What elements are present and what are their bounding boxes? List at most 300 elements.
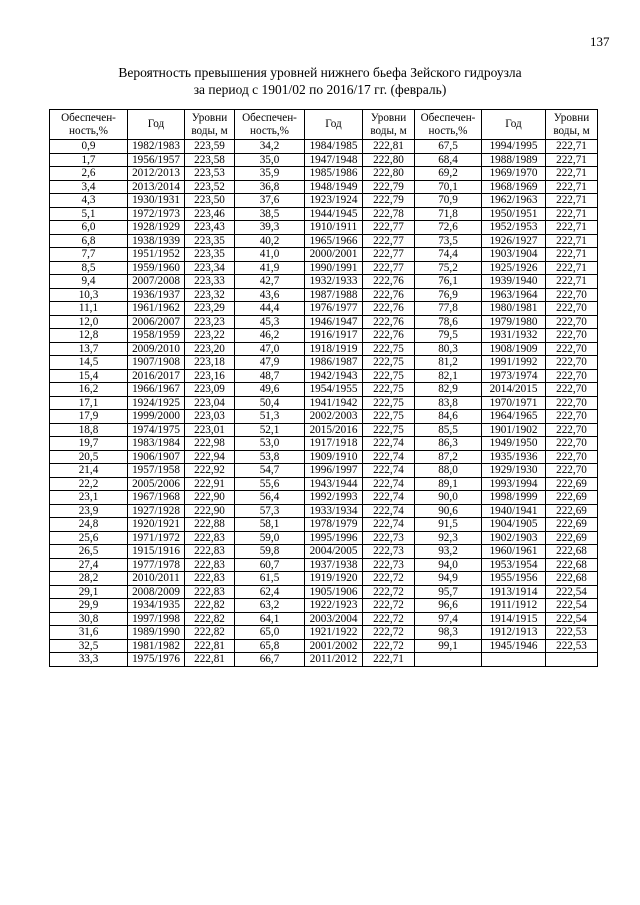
cell-level-2: 222,74 [363,477,415,491]
cell-year-2: 2000/2001 [305,248,363,262]
cell-level-2: 222,80 [363,167,415,181]
cell-year-1: 1938/1939 [128,234,185,248]
cell-prob-3: 68,4 [415,153,482,167]
table-row [50,221,598,235]
cell-prob-2: 64,1 [235,612,305,626]
cell-prob-2: 59,0 [235,531,305,545]
cell-level-1: 223,32 [185,288,235,302]
cell-prob-2: 59,8 [235,545,305,559]
cell-prob-2: 46,2 [235,329,305,343]
cell-prob-1: 23,9 [50,504,128,518]
cell-level-3: 222,71 [546,275,598,289]
cell-level-1: 223,35 [185,234,235,248]
cell-prob-1: 26,5 [50,545,128,559]
cell-year-2: 1918/1919 [305,342,363,356]
cell-year-3: 1991/1992 [482,356,546,370]
cell-level-1: 222,83 [185,531,235,545]
cell-prob-2: 39,3 [235,221,305,235]
cell-year-3: 1902/1903 [482,531,546,545]
cell-level-1: 223,35 [185,248,235,262]
table-row [50,356,598,370]
cell-year-3: 1963/1964 [482,288,546,302]
cell-year-2: 1985/1986 [305,167,363,181]
cell-prob-2: 35,9 [235,167,305,181]
table-row [50,315,598,329]
cell-prob-1: 3,4 [50,180,128,194]
cell-prob-1: 20,5 [50,450,128,464]
cell-prob-3: 89,1 [415,477,482,491]
cell-level-1: 222,82 [185,599,235,613]
cell-level-3: 222,70 [546,342,598,356]
cell-year-2: 1947/1948 [305,153,363,167]
cell-year-2: 1919/1920 [305,572,363,586]
cell-level-3: 222,70 [546,396,598,410]
cell-level-1: 222,92 [185,464,235,478]
cell-year-2: 1996/1997 [305,464,363,478]
cell-year-3: 1935/1936 [482,450,546,464]
cell-prob-3: 87,2 [415,450,482,464]
cell-level-2: 222,74 [363,491,415,505]
cell-prob-3: 91,5 [415,518,482,532]
cell-level-1: 222,94 [185,450,235,464]
cell-prob-1: 19,7 [50,437,128,451]
cell-level-1: 222,83 [185,585,235,599]
cell-prob-2: 45,3 [235,315,305,329]
cell-prob-3: 97,4 [415,612,482,626]
cell-year-2: 1933/1934 [305,504,363,518]
cell-prob-3: 72,6 [415,221,482,235]
cell-level-1: 223,23 [185,315,235,329]
cell-level-2: 222,81 [363,140,415,154]
cell-prob-1: 4,3 [50,194,128,208]
cell-prob-3: 76,9 [415,288,482,302]
cell-year-2: 1937/1938 [305,558,363,572]
cell-level-3: 222,70 [546,288,598,302]
cell-year-1: 1957/1958 [128,464,185,478]
cell-level-2: 222,74 [363,518,415,532]
cell-prob-1: 33,3 [50,653,128,667]
header-year-1: Год [128,110,185,140]
cell-level-2: 222,74 [363,464,415,478]
cell-prob-2: 55,6 [235,477,305,491]
cell-year-1: 2007/2008 [128,275,185,289]
cell-prob-2: 56,4 [235,491,305,505]
cell-level-3: 222,71 [546,140,598,154]
cell-year-1: 1997/1998 [128,612,185,626]
cell-prob-2: 58,1 [235,518,305,532]
cell-level-3: 222,71 [546,221,598,235]
cell-prob-1: 8,5 [50,261,128,275]
cell-level-2: 222,80 [363,153,415,167]
cell-year-1: 1975/1976 [128,653,185,667]
cell-level-1: 222,83 [185,545,235,559]
cell-prob-3: 83,8 [415,396,482,410]
cell-prob-1: 7,7 [50,248,128,262]
cell-year-1: 1958/1959 [128,329,185,343]
cell-level-1: 222,90 [185,491,235,505]
cell-prob-1: 12,8 [50,329,128,343]
cell-year-1: 1982/1983 [128,140,185,154]
cell-year-3: 1953/1954 [482,558,546,572]
cell-level-1: 223,33 [185,275,235,289]
cell-level-2: 222,75 [363,410,415,424]
cell-prob-1: 23,1 [50,491,128,505]
cell-prob-3: 88,0 [415,464,482,478]
table-row [50,491,598,505]
cell-year-3: 1931/1932 [482,329,546,343]
cell-prob-3: 69,2 [415,167,482,181]
cell-level-3: 222,70 [546,383,598,397]
cell-level-2: 222,73 [363,531,415,545]
title-line-1: Вероятность превышения уровней нижнего бьефа Зейского гидроузла [118,65,522,80]
table-row [50,545,598,559]
cell-prob-2: 50,4 [235,396,305,410]
cell-level-2: 222,76 [363,302,415,316]
cell-level-1: 223,04 [185,396,235,410]
cell-year-1: 1915/1916 [128,545,185,559]
cell-level-1: 222,91 [185,477,235,491]
cell-prob-3: 70,1 [415,180,482,194]
cell-level-2: 222,77 [363,261,415,275]
table-row [50,329,598,343]
cell-prob-1: 30,8 [50,612,128,626]
cell-prob-2: 38,5 [235,207,305,221]
cell-level-2: 222,73 [363,558,415,572]
table-row [50,302,598,316]
cell-year-3: 1904/1905 [482,518,546,532]
header-prob-2: Обеспечен-ность,% [235,110,305,140]
cell-level-2: 222,72 [363,585,415,599]
cell-year-2: 1942/1943 [305,369,363,383]
cell-level-2: 222,78 [363,207,415,221]
table-row [50,410,598,424]
cell-year-2: 1954/1955 [305,383,363,397]
cell-level-2: 222,79 [363,180,415,194]
cell-level-2: 222,75 [363,396,415,410]
page-title [0,64,640,98]
cell-year-1: 1967/1968 [128,491,185,505]
cell-level-3: 222,71 [546,261,598,275]
cell-year-1: 2006/2007 [128,315,185,329]
cell-prob-2: 62,4 [235,585,305,599]
cell-level-3: 222,71 [546,167,598,181]
header-prob-3: Обеспечен-ность,% [415,110,482,140]
cell-year-2: 2011/2012 [305,653,363,667]
cell-prob-3: 86,3 [415,437,482,451]
table-row [50,464,598,478]
cell-prob-2: 47,9 [235,356,305,370]
cell-prob-1: 21,4 [50,464,128,478]
cell-year-2: 2004/2005 [305,545,363,559]
cell-year-3: 1939/1940 [482,275,546,289]
cell-year-2: 1948/1949 [305,180,363,194]
cell-level-1: 223,20 [185,342,235,356]
table-row [50,599,598,613]
cell-year-2: 1932/1933 [305,275,363,289]
cell-year-2: 1976/1977 [305,302,363,316]
cell-level-2: 222,75 [363,356,415,370]
cell-level-3: 222,68 [546,572,598,586]
cell-level-2: 222,76 [363,315,415,329]
header-year-3: Год [482,110,546,140]
cell-prob-2: 47,0 [235,342,305,356]
cell-level-2: 222,75 [363,383,415,397]
cell-level-1: 223,52 [185,180,235,194]
cell-prob-1: 28,2 [50,572,128,586]
cell-year-2: 1965/1966 [305,234,363,248]
cell-year-3: 1969/1970 [482,167,546,181]
table-row [50,558,598,572]
table-row [50,437,598,451]
cell-level-2: 222,72 [363,599,415,613]
cell-prob-1: 10,3 [50,288,128,302]
table-row [50,450,598,464]
cell-prob-2: 34,2 [235,140,305,154]
cell-level-3: 222,70 [546,329,598,343]
cell-level-2: 222,76 [363,288,415,302]
cell-prob-1: 25,6 [50,531,128,545]
cell-prob-3: 90,6 [415,504,482,518]
cell-year-2: 1986/1987 [305,356,363,370]
cell-level-3: 222,54 [546,585,598,599]
cell-year-1: 1981/1982 [128,639,185,653]
cell-year-1: 2008/2009 [128,585,185,599]
cell-prob-1: 17,1 [50,396,128,410]
cell-level-2: 222,74 [363,437,415,451]
cell-prob-1: 24,8 [50,518,128,532]
header-level-2: Уровни воды, м [363,110,415,140]
cell-level-3: 222,71 [546,180,598,194]
cell-prob-1: 15,4 [50,369,128,383]
cell-level-3: 222,69 [546,477,598,491]
cell-prob-3 [415,653,482,667]
table-row [50,342,598,356]
cell-year-1: 1959/1960 [128,261,185,275]
cell-year-3: 1993/1994 [482,477,546,491]
table-row [50,477,598,491]
cell-prob-2: 48,7 [235,369,305,383]
cell-year-3: 1914/1915 [482,612,546,626]
cell-year-1: 2016/2017 [128,369,185,383]
cell-prob-2: 37,6 [235,194,305,208]
table-row [50,504,598,518]
cell-prob-3: 82,1 [415,369,482,383]
cell-level-1: 223,22 [185,329,235,343]
cell-year-3: 1988/1989 [482,153,546,167]
cell-year-1: 1928/1929 [128,221,185,235]
cell-year-3: 1998/1999 [482,491,546,505]
cell-level-2: 222,77 [363,248,415,262]
cell-prob-1: 0,9 [50,140,128,154]
cell-prob-2: 42,7 [235,275,305,289]
cell-level-1: 222,82 [185,626,235,640]
cell-year-1: 1951/1952 [128,248,185,262]
table-row [50,167,598,181]
cell-level-1: 223,50 [185,194,235,208]
cell-level-1: 222,98 [185,437,235,451]
cell-year-3: 1901/1902 [482,423,546,437]
cell-level-3: 222,69 [546,491,598,505]
cell-prob-3: 94,0 [415,558,482,572]
cell-level-2: 222,72 [363,612,415,626]
cell-year-1: 1907/1908 [128,356,185,370]
table-header-row [50,110,598,140]
cell-prob-3: 90,0 [415,491,482,505]
cell-level-3: 222,70 [546,302,598,316]
cell-year-2: 1984/1985 [305,140,363,154]
table-row [50,653,598,667]
cell-year-2: 1905/1906 [305,585,363,599]
header-level-3: Уровни воды, м [546,110,598,140]
table-row [50,180,598,194]
cell-level-3 [546,653,598,667]
cell-year-1: 1924/1925 [128,396,185,410]
cell-prob-1: 14,5 [50,356,128,370]
cell-prob-3: 82,9 [415,383,482,397]
cell-level-1: 222,82 [185,612,235,626]
cell-level-3: 222,68 [546,545,598,559]
cell-level-3: 222,68 [546,558,598,572]
cell-prob-3: 71,8 [415,207,482,221]
cell-prob-1: 12,0 [50,315,128,329]
cell-year-1: 2005/2006 [128,477,185,491]
cell-level-1: 223,53 [185,167,235,181]
cell-year-3: 1926/1927 [482,234,546,248]
cell-year-1: 1977/1978 [128,558,185,572]
cell-level-2: 222,72 [363,626,415,640]
cell-prob-3: 96,6 [415,599,482,613]
cell-year-3: 1968/1969 [482,180,546,194]
probability-table [49,109,598,667]
cell-level-1: 223,34 [185,261,235,275]
cell-year-3: 1925/1926 [482,261,546,275]
cell-level-2: 222,72 [363,639,415,653]
cell-level-3: 222,53 [546,639,598,653]
cell-prob-1: 5,1 [50,207,128,221]
cell-prob-3: 94,9 [415,572,482,586]
cell-level-3: 222,69 [546,504,598,518]
cell-year-2: 1909/1910 [305,450,363,464]
cell-prob-2: 53,8 [235,450,305,464]
cell-year-1: 1961/1962 [128,302,185,316]
cell-level-1: 222,83 [185,572,235,586]
cell-level-2: 222,74 [363,504,415,518]
cell-year-3: 1964/1965 [482,410,546,424]
cell-year-2: 1992/1993 [305,491,363,505]
cell-year-3: 1949/1950 [482,437,546,451]
table-row [50,207,598,221]
cell-year-2: 1923/1924 [305,194,363,208]
cell-prob-3: 77,8 [415,302,482,316]
table-row [50,153,598,167]
cell-prob-3: 75,2 [415,261,482,275]
cell-level-2: 222,75 [363,369,415,383]
cell-prob-2: 41,0 [235,248,305,262]
cell-level-3: 222,71 [546,207,598,221]
cell-prob-2: 40,2 [235,234,305,248]
table-row [50,612,598,626]
cell-level-1: 223,18 [185,356,235,370]
cell-prob-3: 92,3 [415,531,482,545]
cell-year-3: 1912/1913 [482,626,546,640]
cell-level-2: 222,71 [363,653,415,667]
cell-level-1: 223,29 [185,302,235,316]
cell-prob-2: 66,7 [235,653,305,667]
cell-prob-3: 98,3 [415,626,482,640]
cell-prob-1: 27,4 [50,558,128,572]
table-row [50,261,598,275]
table-row [50,423,598,437]
cell-level-1: 222,90 [185,504,235,518]
cell-year-2: 1978/1979 [305,518,363,532]
cell-year-3: 1962/1963 [482,194,546,208]
cell-year-2: 1941/1942 [305,396,363,410]
cell-prob-3: 73,5 [415,234,482,248]
cell-year-1: 2009/2010 [128,342,185,356]
cell-prob-2: 41,9 [235,261,305,275]
cell-year-2: 1944/1945 [305,207,363,221]
table-row [50,518,598,532]
table-row [50,248,598,262]
cell-year-1: 1920/1921 [128,518,185,532]
cell-year-3: 1913/1914 [482,585,546,599]
cell-year-1: 1966/1967 [128,383,185,397]
cell-prob-2: 53,0 [235,437,305,451]
cell-prob-1: 11,1 [50,302,128,316]
cell-prob-2: 60,7 [235,558,305,572]
cell-prob-1: 32,5 [50,639,128,653]
cell-prob-3: 84,6 [415,410,482,424]
cell-level-3: 222,70 [546,450,598,464]
cell-prob-2: 65,0 [235,626,305,640]
cell-level-2: 222,75 [363,342,415,356]
cell-prob-3: 80,3 [415,342,482,356]
cell-year-1: 1983/1984 [128,437,185,451]
cell-year-1: 2013/2014 [128,180,185,194]
cell-level-2: 222,77 [363,221,415,235]
header-year-2: Год [305,110,363,140]
cell-level-1: 223,59 [185,140,235,154]
cell-level-3: 222,71 [546,194,598,208]
cell-level-1: 223,58 [185,153,235,167]
cell-prob-1: 16,2 [50,383,128,397]
cell-level-3: 222,53 [546,626,598,640]
cell-year-3: 2014/2015 [482,383,546,397]
cell-year-2: 1917/1918 [305,437,363,451]
cell-prob-2: 36,8 [235,180,305,194]
cell-year-3: 1940/1941 [482,504,546,518]
title-line-2: за период с 1901/02 по 2016/17 гг. (февраль) [193,82,447,97]
cell-level-3: 222,54 [546,612,598,626]
cell-prob-1: 29,1 [50,585,128,599]
cell-level-2: 222,79 [363,194,415,208]
cell-level-1: 223,09 [185,383,235,397]
page-number: 137 [590,34,610,49]
cell-prob-2: 54,7 [235,464,305,478]
cell-prob-1: 18,8 [50,423,128,437]
cell-year-2: 2002/2003 [305,410,363,424]
cell-year-1: 1936/1937 [128,288,185,302]
cell-year-1: 1972/1973 [128,207,185,221]
cell-year-3: 1903/1904 [482,248,546,262]
cell-year-3: 1994/1995 [482,140,546,154]
cell-year-2: 1943/1944 [305,477,363,491]
cell-year-3: 1973/1974 [482,369,546,383]
cell-year-2: 1990/1991 [305,261,363,275]
table-row [50,288,598,302]
cell-year-3: 1952/1953 [482,221,546,235]
cell-year-1: 1999/2000 [128,410,185,424]
